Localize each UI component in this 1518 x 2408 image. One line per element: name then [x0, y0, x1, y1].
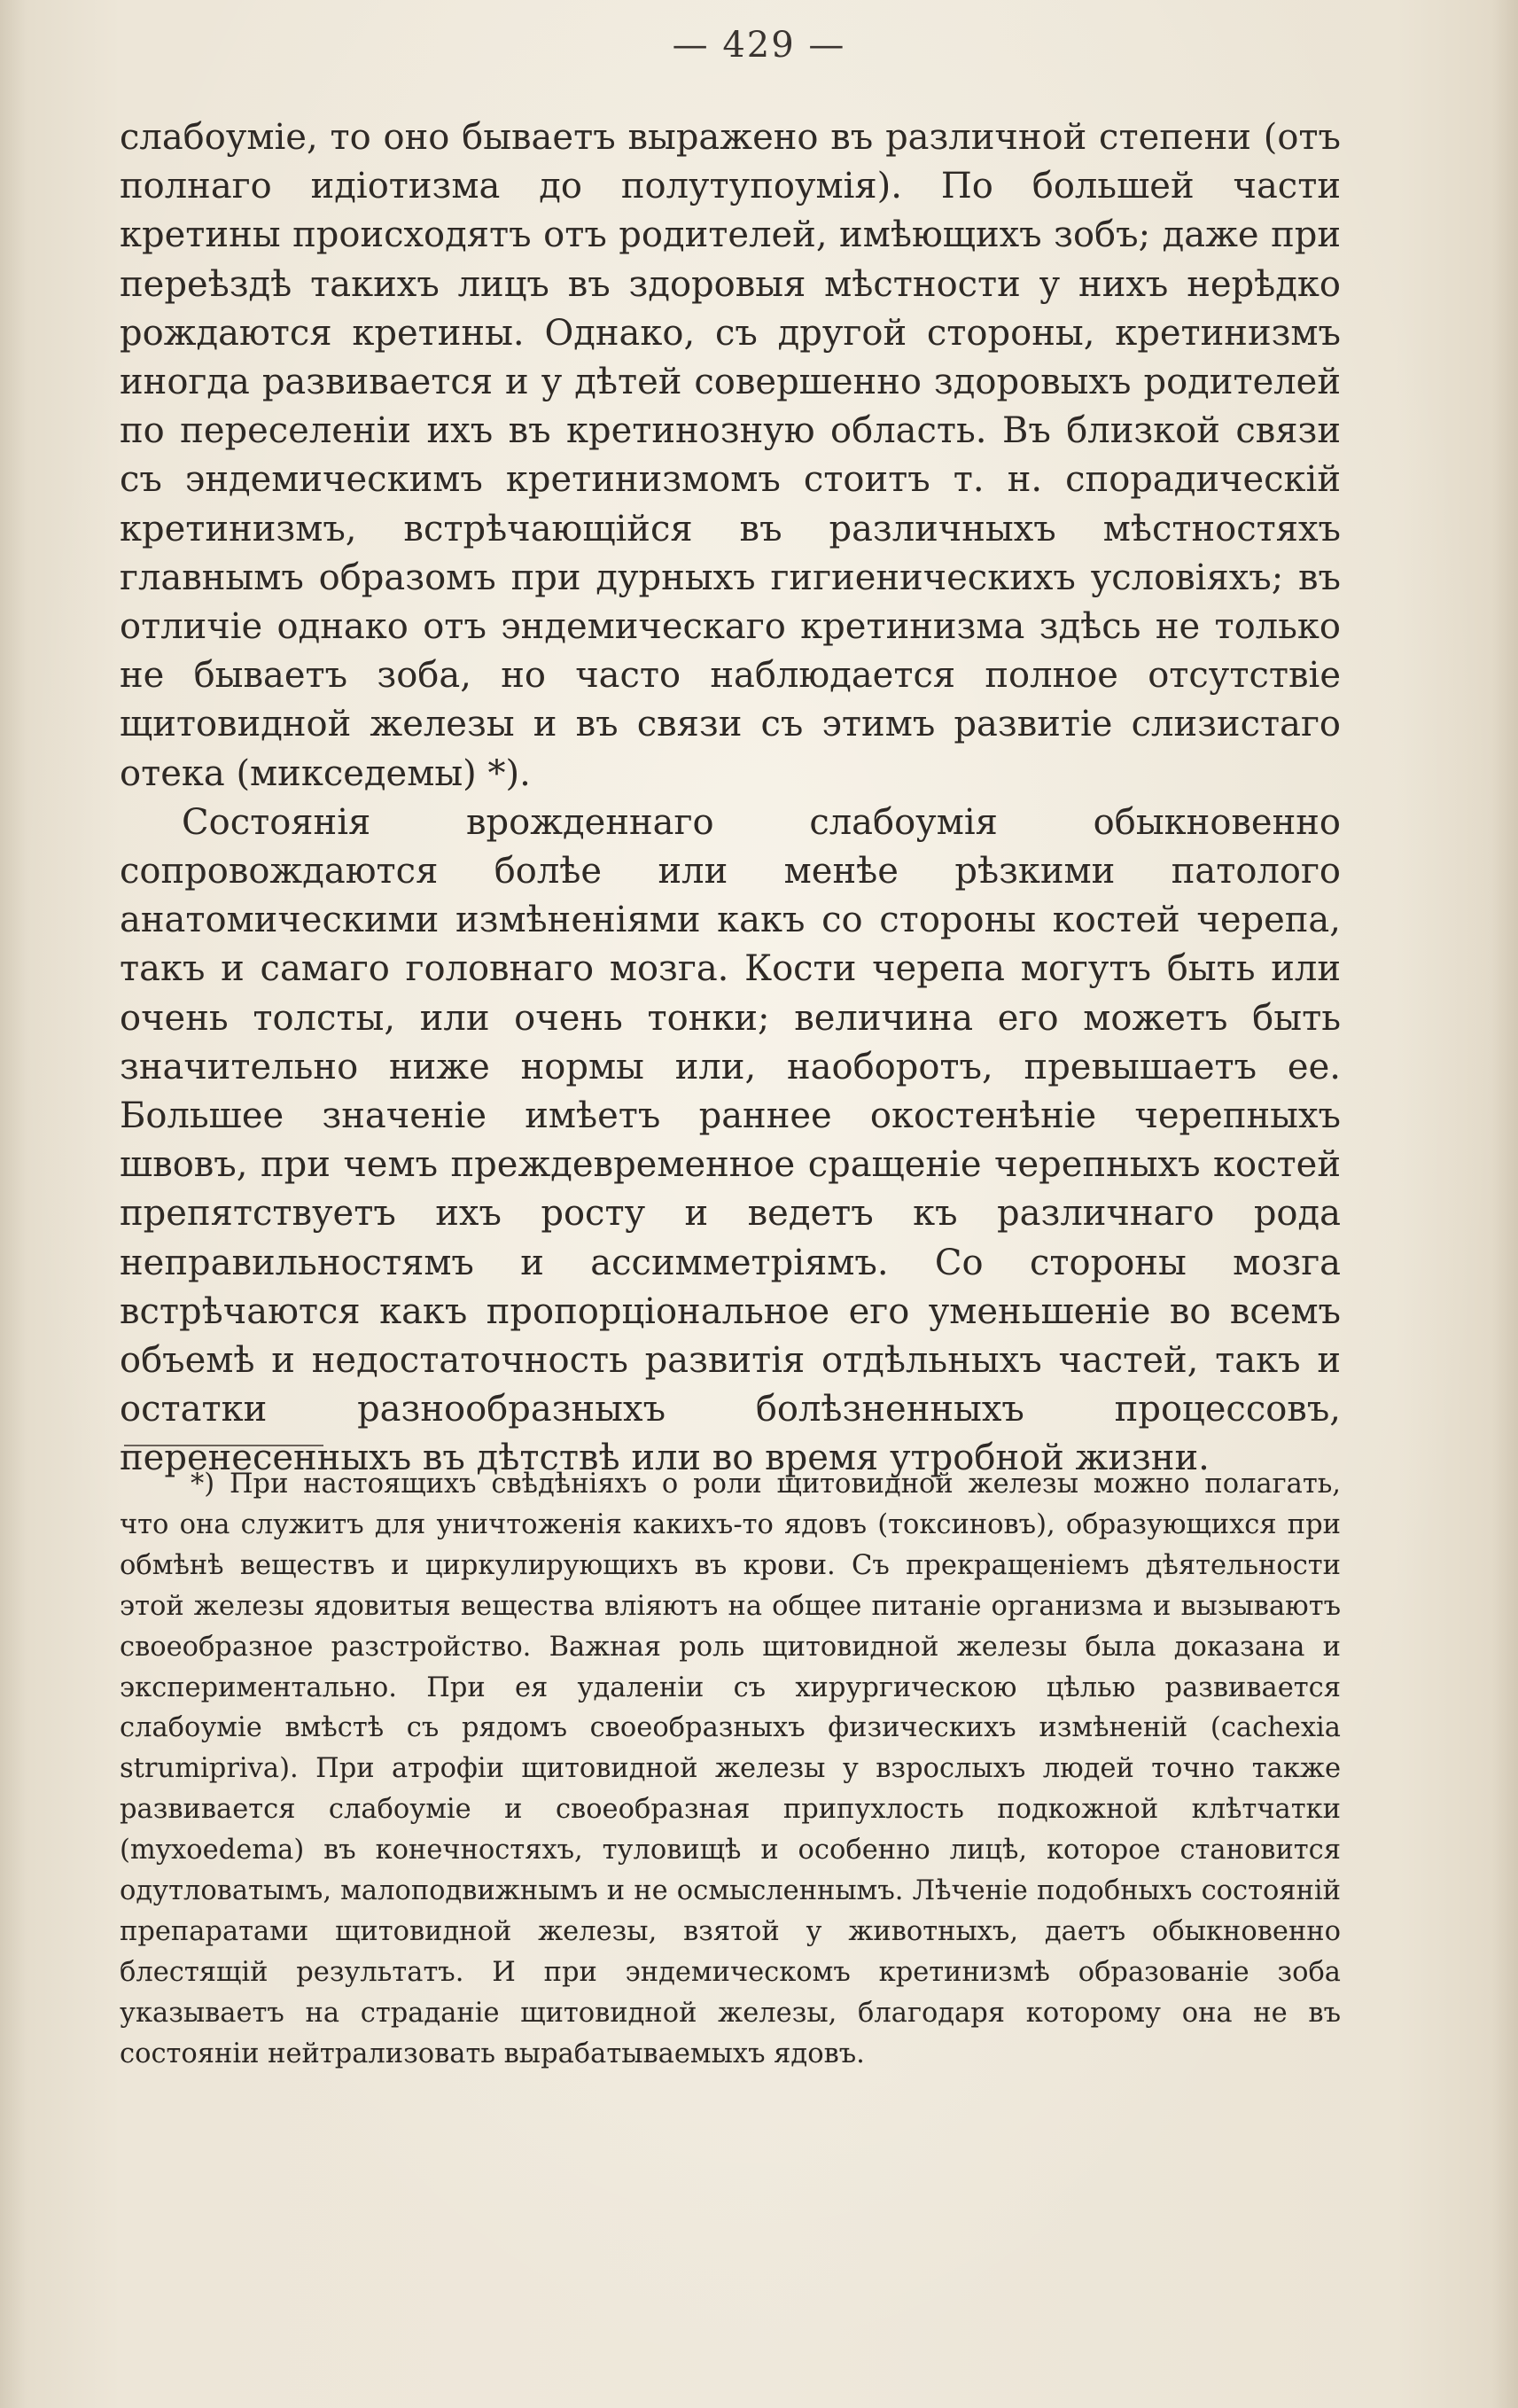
- main-text: [120, 113, 1341, 1484]
- paragraph-2: Состоянiя врожденнаго слабоумiя обыкновенно сопровождаются болѣе или менѣе рѣзкими патолого анатомическими измѣненiями какъ со стороны костей черепа, такъ и самаго головнаго мозга. Кости черепа могутъ быть или очень толсты, или очень тонки; величина его можетъ быть значительно ниже нормы или, наоборотъ, превышаетъ ее. Большее значенiе имѣетъ раннее окостенѣнiе черепныхъ швовъ, при чемъ преждевременное сращенiе черепныхъ костей препятствуетъ ихъ росту и ведетъ къ различнаго рода неправильностямъ и ассимметрiямъ. Со стороны мозга встрѣчаются какъ пропорцiональное его уменьшенiе во всемъ объемѣ и недостаточность развитiя отдѣльныхъ частей, такъ и остатки разнообразныхъ болѣзненныхъ процессовъ, перенесенныхъ въ дѣтствѣ или во время утробной жизни.: [120, 801, 1341, 1479]
- paragraph-1: слабоумiе, то оно бываетъ выражено въ различной степени (отъ полнаго идiотизма до полутупоумiя). По большей части кретины происходятъ отъ родителей, имѣющихъ зобъ; даже при переѣздѣ такихъ лицъ въ здоровыя мѣстности у нихъ нерѣдко рождаются кретины. Однако, съ другой стороны, кретинизмъ иногда развивается и у дѣтей совершенно здоровыхъ родителей по переселенiи ихъ въ кретинозную область. Въ близкой связи съ эндемическимъ кретинизмомъ стоитъ т. н. спорадическiй кретинизмъ, встрѣчающiйся въ различныхъ мѣстностяхъ главнымъ образомъ при дурныхъ гигиеническихъ условiяхъ; въ отличiе однако отъ эндемическаго кретинизма здѣсь не только не бываетъ зоба, но часто наблюдается полное отсутствiе щитовидной железы и въ связи съ этимъ развитiе слизистаго отека (микседемы) *).: [120, 117, 1341, 794]
- page-number: — 429 —: [672, 25, 846, 66]
- page-edge-shadow-left: [0, 0, 27, 2408]
- footnote-separator: [124, 1445, 323, 1446]
- page-edge-shadow-right: [1491, 0, 1518, 2408]
- footnote: *) При настоящихъ свѣдѣнiяхъ о роли щитовидной железы можно полагать, что она служитъ для уничтоженiя какихъ-то ядовъ (токсиновъ), образующихся при обмѣнѣ веществъ и циркулирующихъ въ крови. Съ прекращенiемъ дѣятельности этой железы ядовитыя вещества влiяютъ на общее питанiе организма и вызываютъ своеобразное разстройство. Важная роль щитовидной железы была доказана и экспериментально. При ея удаленiи съ хирургическою цѣлью развивается слабоумiе вмѣстѣ съ рядомъ своеобразныхъ физическихъ измѣненiй (cachexia strumipriva). При атрофiи щитовидной железы у взрослыхъ людей точно также развивается слабоумiе и своеобразная припухлость подкожной клѣтчатки (myxoedema) въ конечностяхъ, туловищѣ и особенно лицѣ, которое становится одутловатымъ, малоподвижнымъ и не осмысленнымъ. Лѣченiе подобныхъ состоянiй препаратами щитовидной железы, взятой у животныхъ, даетъ обыкновенно блестящiй результатъ. И при эндемическомъ кретинизмѣ образованiе зоба указываетъ на страданiе щитовидной железы, благодаря которому она не въ состоянiи нейтрализовать вырабатываемыхъ ядовъ.: [120, 1469, 1341, 2069]
